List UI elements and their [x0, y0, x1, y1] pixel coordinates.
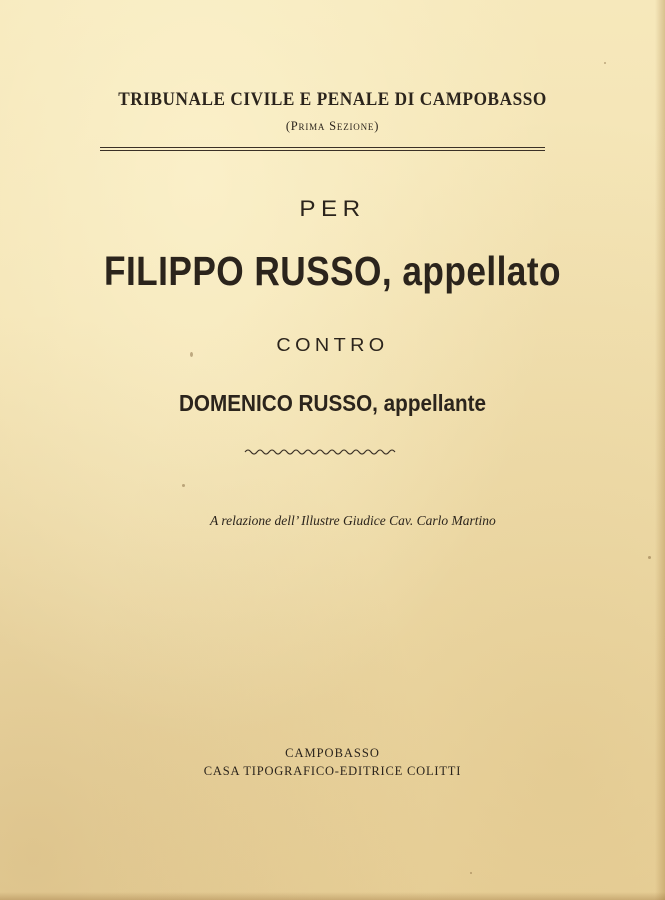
court-section: (Prima Sezione): [285, 119, 380, 133]
page-bottom-shadow: [0, 892, 665, 900]
imprint-city: CAMPOBASSO: [285, 746, 380, 760]
appellee-name: FILIPPO RUSSO, appellato: [103, 248, 562, 294]
imprint-printer: CASA TIPOGRAFICO-EDITRICE COLITTI: [203, 764, 462, 778]
relatore-note: A relazione dell’ Illustre Giudice Cav. Carlo Martino: [210, 513, 496, 528]
per-label: PER: [299, 196, 366, 221]
court-heading: TRIBUNALE CIVILE E PENALE DI CAMPOBASSO: [118, 90, 547, 110]
double-rule-bottom: [100, 150, 545, 151]
double-rule-top: [100, 147, 545, 148]
wavy-ornament: [244, 446, 400, 458]
paper-speck: [470, 872, 472, 874]
paper-speck: [182, 484, 185, 487]
paper-speck: [648, 556, 651, 559]
paper-speck: [604, 62, 606, 64]
appellant-name: DOMENICO RUSSO, appellante: [178, 390, 487, 416]
contro-label: CONTRO: [276, 335, 389, 355]
